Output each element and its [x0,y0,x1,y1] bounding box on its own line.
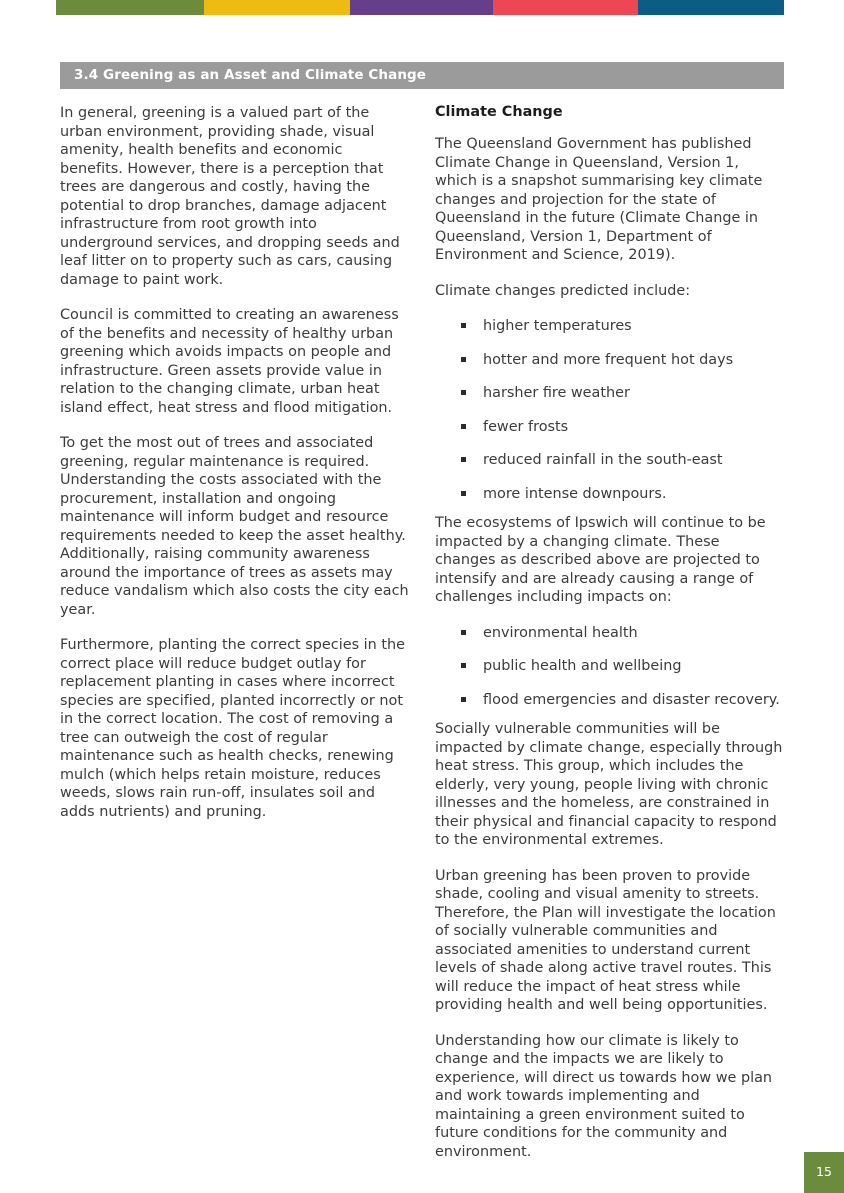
list-item-label: higher temperatures [483,318,632,335]
square-bullet-icon [461,697,466,702]
paragraph: Understanding how our climate is likely to change and the impacts we are likely to experience, will direct us towards how we plan and work towards implementing and maintaining a green environment suited to future conditions for the community and environment. [435,1032,773,1160]
list-item-label: harsher fire weather [483,385,630,402]
square-bullet-icon [461,663,466,668]
square-bullet-icon [461,323,466,328]
paragraph: In general, greening is a valued part of the urban environment, providing shade, visual amenity, health benefits and economic benefits. However, there is a perception that trees are dangerous and costly, having the potential to drop branches, damage adjacent infrastructure from root growth into underground services, and dropping seeds and leaf litter on to property such as cars, causing damage to paint work. [60,105,400,288]
page-number-text: 15 [816,1164,832,1180]
list-item [461,451,784,470]
paragraph: Socially vulnerable communities will be impacted by climate change, especially through heat stress. This group, which includes the elderly, very young, people living with chronic illnesses and the homeless, are constrained in their physical and financial capacity to respond to the environmental extremes. [435,721,783,849]
impacts-list [435,624,784,710]
top-color-band [56,0,784,15]
list-item [461,384,784,403]
square-bullet-icon [461,491,466,496]
paragraph: Urban greening has been proven to provide shade, cooling and visual amenity to streets. Therefore, the Plan will investigate the location of socially vulnerable communities and associated amenities to understand current levels of shade along active travel routes. This will reduce the impact of heat stress while providing health and well being opportunities. [435,867,776,1014]
list-item [461,418,784,437]
paragraph: To get the most out of trees and associated greening, regular maintenance is required. Understanding the costs associated with the procurement, installation and ongoing maintenance will inform budget and resource requirements needed to keep the asset healthy. Additionally, raising community awareness around the importance of trees as assets may reduce vandalism which also costs the city each year. [60,435,409,618]
square-bullet-icon [461,357,466,362]
paragraph: Furthermore, planting the correct species in the correct place will reduce budget outlay for replacement planting in cases where incorrect species are specified, planted incorrectly or not in the correct location. The cost of removing a tree can outweigh the cost of regular maintenance such as health checks, renewing mulch (which helps retain moisture, reduces weeds, slows rain run-off, insulates soil and adds nutrients) and pruning. [60,637,406,820]
square-bullet-icon [461,390,466,395]
section-heading-text: 3.4 Greening as an Asset and Climate Change [74,66,427,83]
square-bullet-icon [461,457,466,462]
color-swatch-purple [350,0,493,15]
paragraph: The Queensland Government has published Climate Change in Queensland, Version 1, which is a snapshot summarising key climate changes and projection for the state of Queensland in the future (Climate Change in Queensland, Version 1, Department of Environment and Science, 2019). [435,136,763,264]
list-item [461,624,784,643]
list-item [461,351,784,370]
paragraph: The ecosystems of Ipswich will continue to be impacted by a changing climate. These changes as described above are projected to intensify and are already causing a range of challenges including impacts on: [435,515,766,606]
list-item-label: hotter and more frequent hot days [483,351,734,368]
list-item-label: flood emergencies and disaster recovery. [483,691,780,708]
left-column [60,104,409,1161]
page-content [60,104,784,1161]
color-swatch-red [493,0,638,15]
section-header-bar [60,62,784,89]
climate-changes-list [435,317,784,503]
list-item-label: more intense downpours. [483,485,667,502]
list-item-label: reduced rainfall in the south-east [483,452,723,469]
list-item [461,485,784,504]
list-item [461,657,784,676]
color-swatch-yellow [204,0,350,15]
color-swatch-blue [638,0,784,15]
color-swatch-green [56,0,204,15]
page-number-badge [804,1152,844,1193]
right-column [435,104,784,1161]
list-item-label: public health and wellbeing [483,658,682,675]
square-bullet-icon [461,424,466,429]
climate-change-subheading: Climate Change [435,104,563,120]
list-item [461,691,784,710]
list-item-label: fewer frosts [483,418,569,435]
square-bullet-icon [461,630,466,635]
list-item [461,317,784,336]
paragraph: Council is committed to creating an awareness of the benefits and necessity of healthy urban greening which avoids impacts on people and infrastructure. Green assets provide value in relation to the changing climate, urban heat island effect, heat stress and flood mitigation. [60,307,399,416]
list-item-label: environmental health [483,624,638,641]
paragraph: Climate changes predicted include: [435,282,691,299]
